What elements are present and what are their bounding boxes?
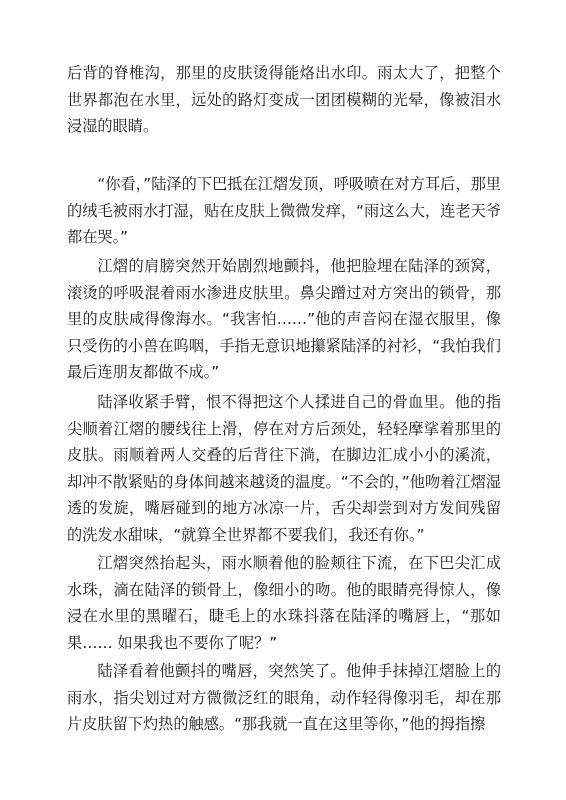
paragraph-1: 后背的脊椎沟，那里的皮肤烫得能烙出水印。雨太大了，把整个世界都泡在水里，远处的路灯变成一团团模糊的光晕，像被泪水浸湿的眼睛。 [67, 64, 501, 136]
paragraph-4: 陆泽收紧手臂，恨不得把这个人揉进自己的骨血里。他的指尖顺着江熠的腰线往上滑，停在对方后颈处，轻轻摩挲着那里的皮肤。雨顺着两人交叠的后背往下淌，在脚边汇成小小的溪流，却冲不散紧贴的身体间越来越烫的温度。“不会的，”他吻着江熠湿透的发旋，嘴唇碰到的地方冰凉一片，舌尖却尝到对方发间残留的洗发水甜味，“就算全世界都不要我们，我还有你。” [67, 393, 501, 544]
paragraph-6: 陆泽看着他颤抖的嘴唇，突然笑了。他伸手抹掉江熠脸上的雨水，指尖划过对方微微泛红的眼角，动作轻得像羽毛，却在那片皮肤留下灼热的触感。“那我就一直在这里等你，”他的拇指擦 [67, 662, 501, 734]
paragraph-3: 江熠的肩膀突然开始剧烈地颤抖，他把脸埋在陆泽的颈窝，滚烫的呼吸混着雨水渗进皮肤里。鼻尖蹭过对方突出的锁骨，那里的皮肤咸得像海水。“我害怕……”他的声音闷在湿衣服里，像只受伤的小兽在呜咽，手指无意识地攥紧陆泽的衬衫，“我怕我们最后连朋友都做不成。” [67, 257, 501, 382]
paragraph-5: 江熠突然抬起头，雨水顺着他的脸颊往下流，在下巴尖汇成水珠，滴在陆泽的锁骨上，像细小的吻。他的眼睛亮得惊人，像浸在水里的黑曜石，睫毛上的水珠抖落在陆泽的嘴唇上，“那如果…… 如果我也不要你了呢？” [67, 554, 501, 652]
paragraph-2: “你看，”陆泽的下巴抵在江熠发顶，呼吸喷在对方耳后，那里的绒毛被雨水打湿，贴在皮肤上微微发痒，“雨这么大，连老天爷都在哭。” [67, 175, 501, 247]
